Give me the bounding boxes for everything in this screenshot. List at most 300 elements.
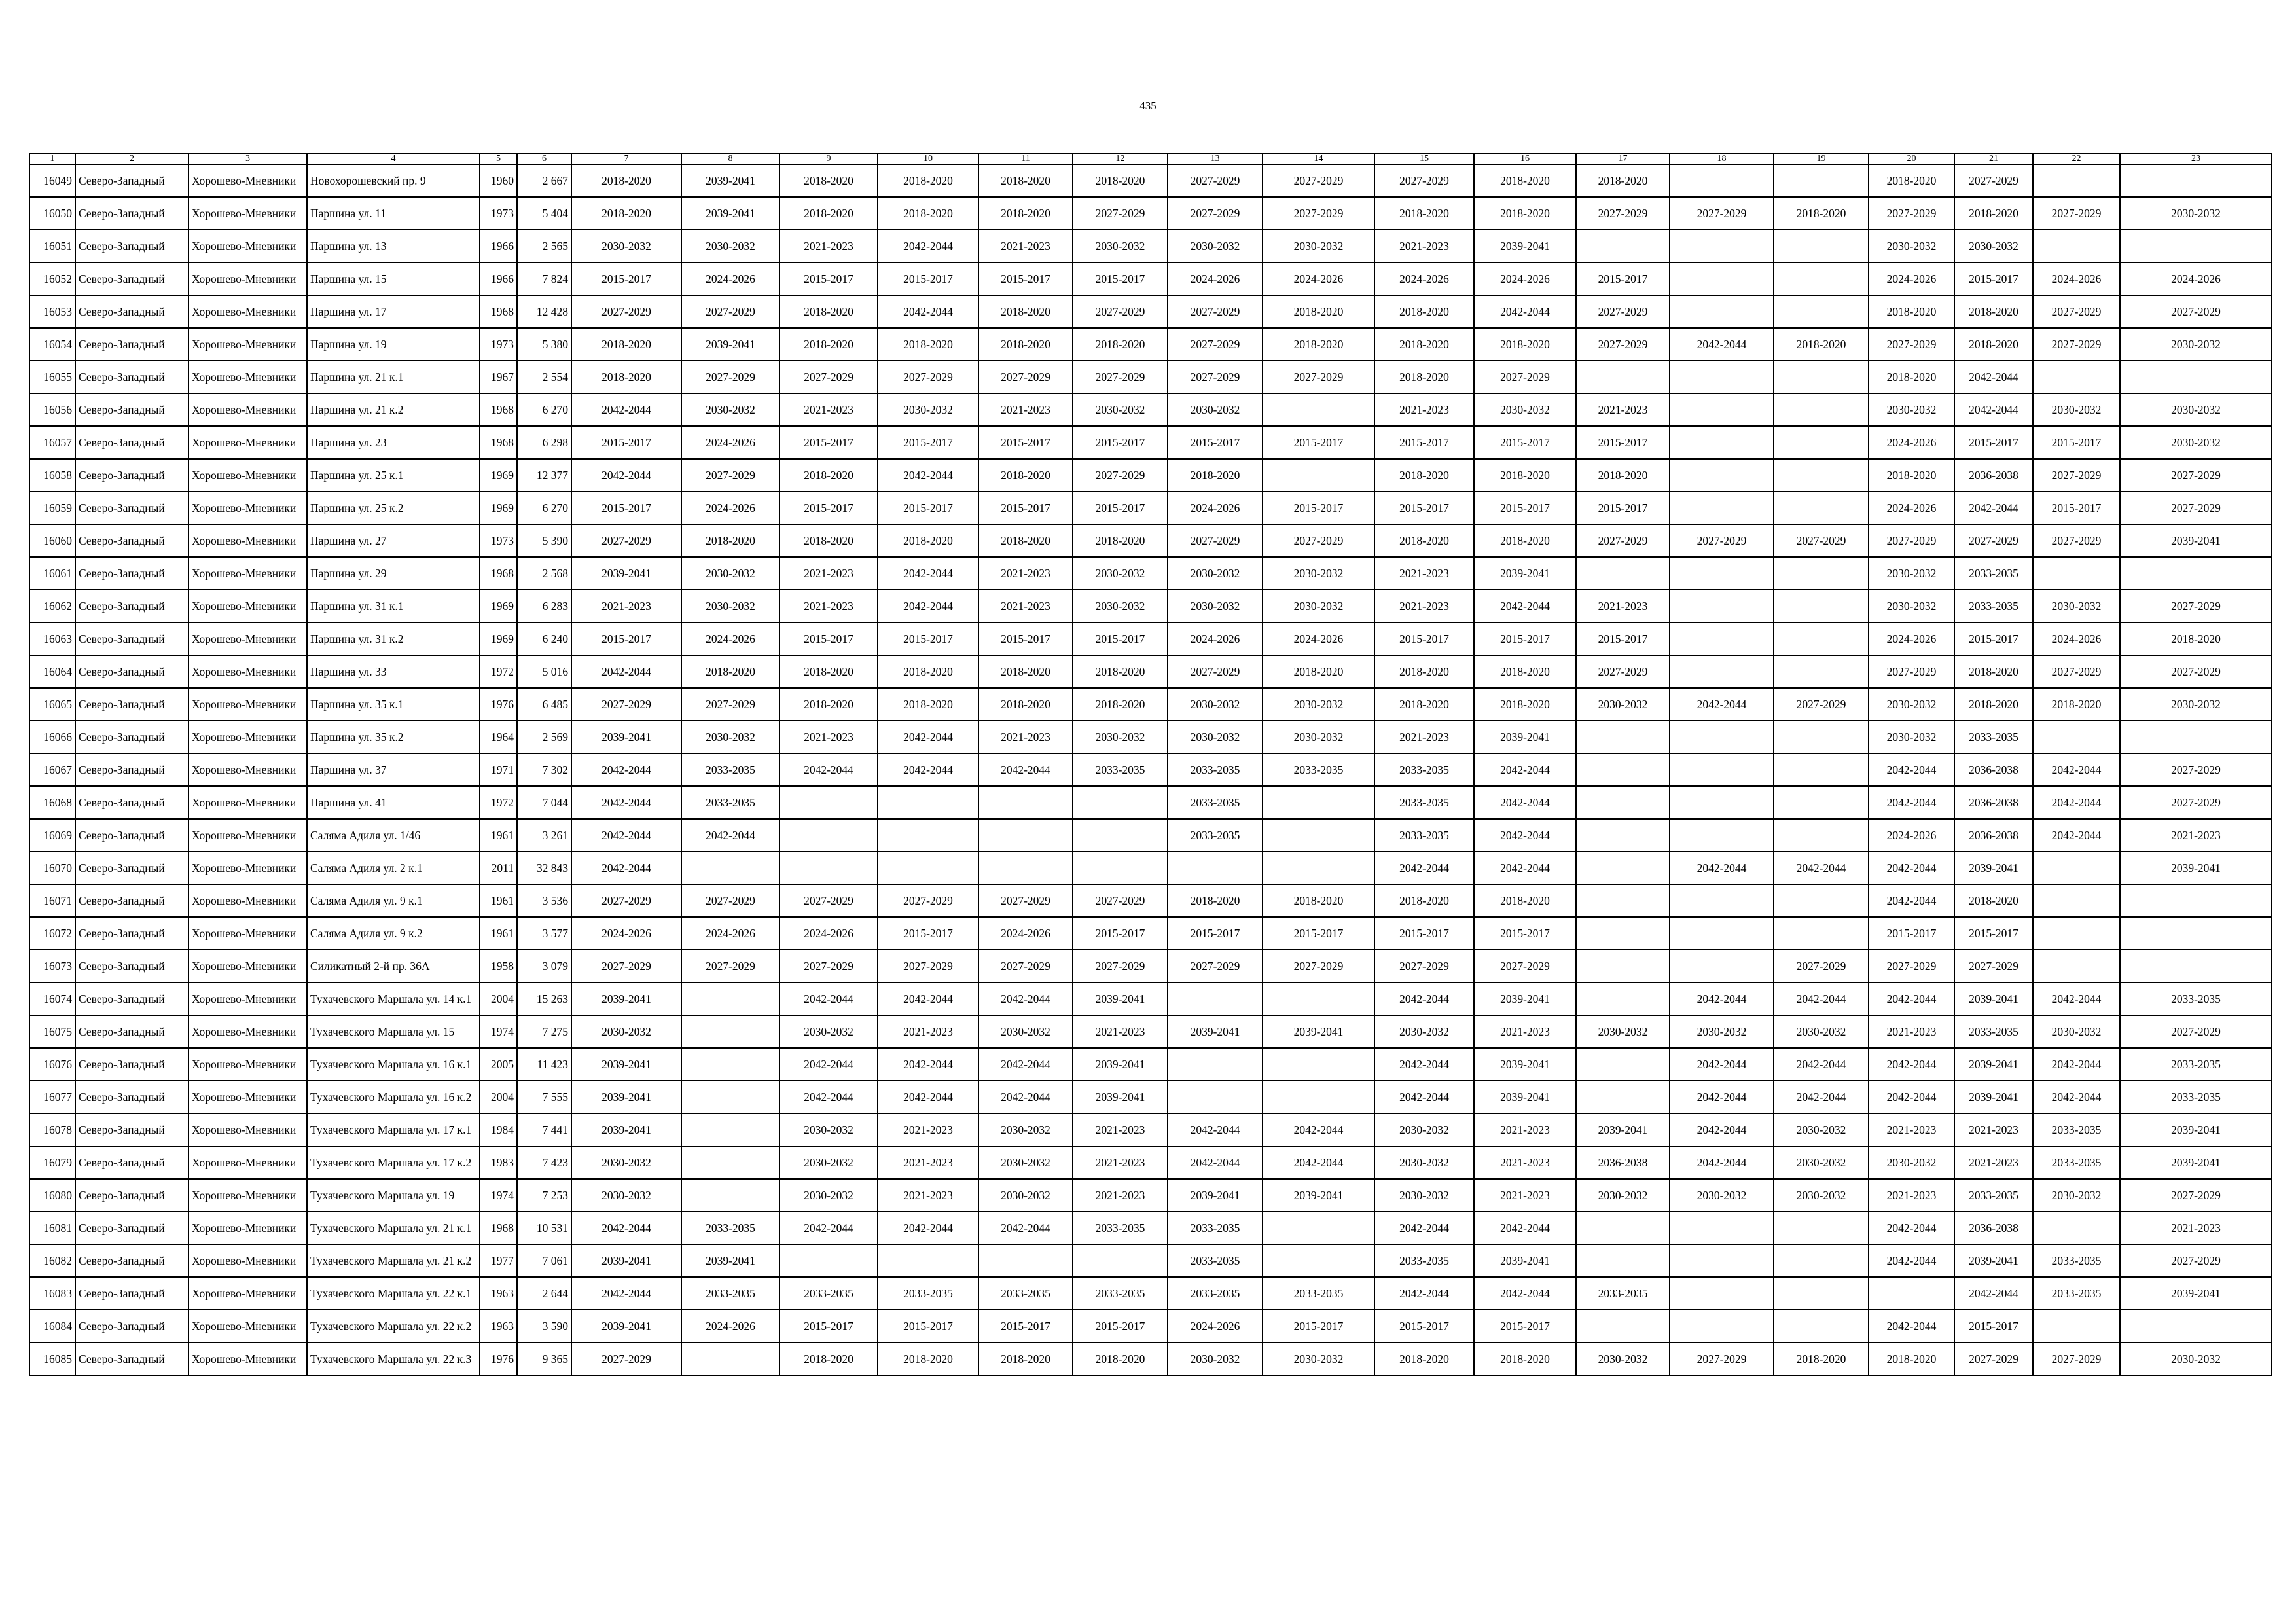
table-cell: 1973 (480, 328, 517, 361)
table-cell: Северо-Западный (75, 655, 188, 688)
table-cell (1073, 852, 1168, 884)
table-cell: 16076 (29, 1048, 75, 1081)
table-cell (1670, 262, 1774, 295)
table-cell: Тухачевского Маршала ул. 22 к.1 (307, 1277, 480, 1310)
table-cell: 2021-2023 (1869, 1015, 1954, 1048)
table-cell (1670, 753, 1774, 786)
table-cell: 2 644 (517, 1277, 571, 1310)
table-cell: 2024-2026 (1374, 262, 1474, 295)
table-cell (2120, 361, 2272, 393)
table-cell: 2021-2023 (878, 1179, 978, 1212)
table-cell: 2027-2029 (1168, 950, 1263, 983)
table-cell: 16074 (29, 983, 75, 1015)
table-cell: 16073 (29, 950, 75, 983)
table-cell (1774, 426, 1869, 459)
table-cell: 2042-2044 (1670, 688, 1774, 721)
column-number: 7 (571, 154, 681, 164)
table-cell: Северо-Западный (75, 623, 188, 655)
table-cell: 2024-2026 (978, 917, 1073, 950)
table-cell: 2039-2041 (571, 1310, 681, 1343)
table-cell: 16055 (29, 361, 75, 393)
table-cell: 2030-2032 (1263, 1343, 1374, 1375)
table-cell (1774, 721, 1869, 753)
table-cell: 2039-2041 (681, 164, 780, 197)
table-cell: 2018-2020 (780, 524, 878, 557)
table-cell: 6 270 (517, 492, 571, 524)
table-cell: 16050 (29, 197, 75, 230)
table-row (29, 426, 2272, 459)
table-cell: 2042-2044 (780, 1081, 878, 1113)
table-cell: 2039-2041 (1474, 721, 1576, 753)
table-cell: 2033-2035 (1954, 557, 2033, 590)
table-cell: 2027-2029 (780, 361, 878, 393)
table-cell: 1972 (480, 786, 517, 819)
table-cell (681, 983, 780, 1015)
table-cell: 2018-2020 (1073, 524, 1168, 557)
table-cell: 2027-2029 (780, 950, 878, 983)
table-cell (2120, 557, 2272, 590)
table-cell: 16083 (29, 1277, 75, 1310)
table-cell: Саляма Адиля ул. 9 к.1 (307, 884, 480, 917)
table-cell: 2 568 (517, 557, 571, 590)
table-cell: Северо-Западный (75, 164, 188, 197)
table-cell: 2042-2044 (571, 655, 681, 688)
table-cell: 2018-2020 (571, 197, 681, 230)
table-cell: 16063 (29, 623, 75, 655)
table-cell: 16075 (29, 1015, 75, 1048)
column-number: 9 (780, 154, 878, 164)
table-cell: 2030-2032 (1168, 393, 1263, 426)
table-cell: 1973 (480, 197, 517, 230)
table-cell (1263, 819, 1374, 852)
table-cell: 2015-2017 (1374, 623, 1474, 655)
table-cell (1670, 1244, 1774, 1277)
table-cell: 2015-2017 (1474, 623, 1576, 655)
table-cell: 2042-2044 (878, 753, 978, 786)
table-cell: Хорошево-Мневники (188, 1113, 307, 1146)
table-cell: 2018-2020 (1263, 328, 1374, 361)
table-cell: 2039-2041 (681, 328, 780, 361)
table-cell: 2024-2026 (1168, 1310, 1263, 1343)
table-cell: 16062 (29, 590, 75, 623)
table-cell: 1983 (480, 1146, 517, 1179)
table-cell: 2039-2041 (1263, 1179, 1374, 1212)
table-cell: Северо-Западный (75, 262, 188, 295)
table-cell: 2015-2017 (1374, 426, 1474, 459)
table-cell: 2030-2032 (1869, 688, 1954, 721)
table-cell: 2021-2023 (1474, 1015, 1576, 1048)
table-cell: 2039-2041 (571, 1048, 681, 1081)
table-cell: 2030-2032 (1474, 393, 1576, 426)
table-cell: Паршина ул. 31 к.2 (307, 623, 480, 655)
table-cell: 2018-2020 (1474, 884, 1576, 917)
table-cell: 2033-2035 (2033, 1113, 2120, 1146)
table-cell: 2042-2044 (878, 983, 978, 1015)
table-cell (1670, 655, 1774, 688)
table-cell: Северо-Западный (75, 1015, 188, 1048)
table-cell (1774, 164, 1869, 197)
table-cell: Паршина ул. 19 (307, 328, 480, 361)
table-cell: Северо-Западный (75, 1244, 188, 1277)
table-cell: 2027-2029 (1168, 655, 1263, 688)
table-cell (2033, 852, 2120, 884)
table-cell: 2018-2020 (1869, 1343, 1954, 1375)
table-cell: 2015-2017 (571, 492, 681, 524)
table-cell: 2018-2020 (1869, 459, 1954, 492)
table-cell: 16082 (29, 1244, 75, 1277)
table-cell: 2024-2026 (681, 623, 780, 655)
table-cell: 16064 (29, 655, 75, 688)
table-cell: 1968 (480, 426, 517, 459)
table-cell (1576, 786, 1670, 819)
table-cell: Северо-Западный (75, 884, 188, 917)
table-row (29, 393, 2272, 426)
table-cell: 2027-2029 (681, 688, 780, 721)
table-cell: 2042-2044 (2033, 983, 2120, 1015)
table-cell: Паршина ул. 13 (307, 230, 480, 262)
table-cell (1774, 393, 1869, 426)
table-cell: 2030-2032 (1168, 230, 1263, 262)
table-cell: 2027-2029 (681, 459, 780, 492)
column-number: 3 (188, 154, 307, 164)
table-row (29, 590, 2272, 623)
table-cell: 2018-2020 (1954, 884, 2033, 917)
table-cell: 2033-2035 (1168, 1244, 1263, 1277)
table-cell: 2015-2017 (780, 623, 878, 655)
table-cell: 2030-2032 (978, 1179, 1073, 1212)
table-cell (1168, 983, 1263, 1015)
table-cell: 2018-2020 (780, 459, 878, 492)
table-cell (1774, 262, 1869, 295)
table-cell: Хорошево-Мневники (188, 884, 307, 917)
table-cell: 2027-2029 (1576, 295, 1670, 328)
table-cell (1576, 230, 1670, 262)
table-cell: 2033-2035 (1168, 753, 1263, 786)
table-cell: 2030-2032 (2033, 393, 2120, 426)
table-cell: 2042-2044 (2033, 786, 2120, 819)
table-cell (1670, 164, 1774, 197)
table-cell: 2018-2020 (1263, 655, 1374, 688)
table-cell: 2024-2026 (1168, 623, 1263, 655)
table-cell: 2033-2035 (1954, 1015, 2033, 1048)
table-cell: 2039-2041 (1073, 1081, 1168, 1113)
table-cell: 2027-2029 (1263, 197, 1374, 230)
table-cell: 2042-2044 (571, 1212, 681, 1244)
column-number: 18 (1670, 154, 1774, 164)
table-cell: Хорошево-Мневники (188, 393, 307, 426)
table-cell: 2042-2044 (571, 753, 681, 786)
table-cell: 2039-2041 (2120, 852, 2272, 884)
table-cell: 2027-2029 (2033, 524, 2120, 557)
table-cell: Хорошево-Мневники (188, 197, 307, 230)
table-cell: 2015-2017 (2033, 492, 2120, 524)
table-cell: 2018-2020 (1073, 328, 1168, 361)
table-cell: 2033-2035 (2033, 1277, 2120, 1310)
table-cell: 2027-2029 (1168, 295, 1263, 328)
table-row (29, 262, 2272, 295)
table-cell: 2015-2017 (1954, 1310, 2033, 1343)
table-cell: 2027-2029 (1576, 524, 1670, 557)
table-cell (1670, 623, 1774, 655)
table-cell: Тухачевского Маршала ул. 21 к.2 (307, 1244, 480, 1277)
table-cell: 2015-2017 (1073, 492, 1168, 524)
table-cell: 2027-2029 (571, 1343, 681, 1375)
table-cell: 2021-2023 (1576, 590, 1670, 623)
table-cell: 2018-2020 (1954, 328, 2033, 361)
table-cell: 16065 (29, 688, 75, 721)
table-cell: 2033-2035 (2033, 1244, 2120, 1277)
table-cell: 2030-2032 (1869, 1146, 1954, 1179)
table-cell: 12 377 (517, 459, 571, 492)
table-cell: 16078 (29, 1113, 75, 1146)
table-cell: 1984 (480, 1113, 517, 1146)
table-cell: 2018-2020 (1869, 361, 1954, 393)
table-cell: 2030-2032 (780, 1146, 878, 1179)
table-cell (681, 852, 780, 884)
table-cell: 2015-2017 (978, 492, 1073, 524)
table-cell: 2004 (480, 983, 517, 1015)
table-cell (1774, 492, 1869, 524)
table-cell: 2018-2020 (571, 328, 681, 361)
table-cell: 2039-2041 (1073, 1048, 1168, 1081)
table-cell: 2027-2029 (1774, 688, 1869, 721)
table-row (29, 884, 2272, 917)
table-row (29, 688, 2272, 721)
table-row (29, 623, 2272, 655)
table-cell: 2033-2035 (1168, 819, 1263, 852)
table-cell: 2015-2017 (571, 262, 681, 295)
table-cell (681, 1146, 780, 1179)
table-cell: 1963 (480, 1277, 517, 1310)
table-cell: 2039-2041 (1954, 1048, 2033, 1081)
table-cell: 2030-2032 (1073, 590, 1168, 623)
table-cell (978, 786, 1073, 819)
table-cell (1168, 852, 1263, 884)
table-cell: 2036-2038 (1954, 1212, 2033, 1244)
header-row (29, 154, 2272, 164)
table-cell (2033, 721, 2120, 753)
table-cell: 2027-2029 (2120, 753, 2272, 786)
table-cell: 2021-2023 (1374, 230, 1474, 262)
table-cell: Хорошево-Мневники (188, 230, 307, 262)
page-number: 435 (1139, 99, 1157, 112)
table-cell: 2030-2032 (1168, 557, 1263, 590)
table-cell: 2030-2032 (681, 590, 780, 623)
table-cell (1263, 786, 1374, 819)
table-cell: 2018-2020 (978, 164, 1073, 197)
table-cell: 16081 (29, 1212, 75, 1244)
table-cell: 2027-2029 (2120, 786, 2272, 819)
table-cell: Хорошево-Мневники (188, 361, 307, 393)
table-row (29, 721, 2272, 753)
table-cell: 2021-2023 (878, 1146, 978, 1179)
table-cell (2033, 950, 2120, 983)
table-cell: 2018-2020 (571, 164, 681, 197)
table-cell: 2027-2029 (1073, 361, 1168, 393)
table-cell: 2030-2032 (1073, 393, 1168, 426)
table-cell (1576, 852, 1670, 884)
table-cell: 2042-2044 (1869, 1081, 1954, 1113)
table-cell: Хорошево-Мневники (188, 459, 307, 492)
table-cell: 2027-2029 (1168, 197, 1263, 230)
table-cell: 2030-2032 (1774, 1179, 1869, 1212)
table-cell: 2030-2032 (1774, 1113, 1869, 1146)
table-cell (1670, 590, 1774, 623)
table-cell: 2021-2023 (978, 230, 1073, 262)
column-number: 19 (1774, 154, 1869, 164)
column-number: 1 (29, 154, 75, 164)
table-cell: 2024-2026 (681, 917, 780, 950)
table-cell: 2021-2023 (2120, 819, 2272, 852)
table-cell: 2042-2044 (1474, 590, 1576, 623)
table-cell: 32 843 (517, 852, 571, 884)
table-cell (1774, 459, 1869, 492)
table-cell: 2030-2032 (1374, 1146, 1474, 1179)
table-cell (1263, 393, 1374, 426)
table-cell: 1974 (480, 1179, 517, 1212)
table-cell: 2039-2041 (681, 1244, 780, 1277)
table-cell: 2018-2020 (1073, 688, 1168, 721)
table-cell: 2004 (480, 1081, 517, 1113)
table-cell: 2021-2023 (1869, 1179, 1954, 1212)
table-cell: 2018-2020 (2120, 623, 2272, 655)
table-cell: 2027-2029 (2120, 655, 2272, 688)
table-cell: Паршина ул. 21 к.2 (307, 393, 480, 426)
table-cell: 2027-2029 (1263, 950, 1374, 983)
table-cell: Хорошево-Мневники (188, 1212, 307, 1244)
table-row (29, 1212, 2272, 1244)
table-cell: 2027-2029 (2033, 295, 2120, 328)
table-cell: 1972 (480, 655, 517, 688)
table-cell: 2033-2035 (1374, 753, 1474, 786)
table-cell: 2039-2041 (681, 197, 780, 230)
table-cell: 2 565 (517, 230, 571, 262)
table-cell: Хорошево-Мневники (188, 328, 307, 361)
table-cell (1576, 361, 1670, 393)
table-cell: 2027-2029 (1474, 950, 1576, 983)
table-cell: 2039-2041 (1168, 1179, 1263, 1212)
table-cell: Хорошево-Мневники (188, 655, 307, 688)
table-cell: 2027-2029 (2033, 197, 2120, 230)
table-cell: 2018-2020 (1374, 884, 1474, 917)
table-cell: Северо-Западный (75, 459, 188, 492)
table-cell: Северо-Западный (75, 295, 188, 328)
table-cell: 16059 (29, 492, 75, 524)
table-cell: 2018-2020 (1474, 328, 1576, 361)
table-cell: 2030-2032 (681, 721, 780, 753)
table-cell: 2018-2020 (878, 197, 978, 230)
table-cell: Хорошево-Мневники (188, 852, 307, 884)
table-cell: 2027-2029 (878, 884, 978, 917)
table-cell: Тухачевского Маршала ул. 16 к.1 (307, 1048, 480, 1081)
table-cell (1774, 590, 1869, 623)
table-cell (978, 1244, 1073, 1277)
table-cell: 2015-2017 (1474, 1310, 1576, 1343)
table-row (29, 197, 2272, 230)
table-cell: 2042-2044 (780, 1048, 878, 1081)
table-cell: 2030-2032 (1374, 1113, 1474, 1146)
table-cell: 2027-2029 (571, 884, 681, 917)
table-cell (1670, 393, 1774, 426)
table-cell: Новохорошевский пр. 9 (307, 164, 480, 197)
column-number: 17 (1576, 154, 1670, 164)
table-cell (1774, 557, 1869, 590)
table-cell: 2042-2044 (1374, 1048, 1474, 1081)
table-row (29, 295, 2272, 328)
table-cell: Северо-Западный (75, 983, 188, 1015)
table-cell: 1964 (480, 721, 517, 753)
table-cell: 2027-2029 (878, 361, 978, 393)
table-cell: Тухачевского Маршала ул. 15 (307, 1015, 480, 1048)
table-cell: 1973 (480, 524, 517, 557)
table-cell: Паршина ул. 35 к.1 (307, 688, 480, 721)
table-row (29, 524, 2272, 557)
table-cell: Паршина ул. 31 к.1 (307, 590, 480, 623)
table-cell (1774, 230, 1869, 262)
table-cell: 16071 (29, 884, 75, 917)
table-cell (1576, 1244, 1670, 1277)
table-cell: 7 441 (517, 1113, 571, 1146)
table-cell: 2018-2020 (878, 328, 978, 361)
table-cell: Паршина ул. 23 (307, 426, 480, 459)
column-number: 5 (480, 154, 517, 164)
table-cell: Северо-Западный (75, 688, 188, 721)
table-cell: 2042-2044 (978, 753, 1073, 786)
table-cell: 3 577 (517, 917, 571, 950)
table-cell (2033, 230, 2120, 262)
table-cell: 2042-2044 (681, 819, 780, 852)
table-cell: Паршина ул. 25 к.1 (307, 459, 480, 492)
table-cell (1670, 426, 1774, 459)
table-cell: 1958 (480, 950, 517, 983)
table-cell: 2015-2017 (1576, 426, 1670, 459)
table-cell: 2021-2023 (1954, 1146, 2033, 1179)
table-cell (1774, 884, 1869, 917)
table-cell: Тухачевского Маршала ул. 17 к.2 (307, 1146, 480, 1179)
table-cell (978, 819, 1073, 852)
table-cell (1774, 295, 1869, 328)
table-cell (681, 1113, 780, 1146)
table-cell (2120, 884, 2272, 917)
table-cell: 1968 (480, 295, 517, 328)
table-cell: 2030-2032 (1263, 230, 1374, 262)
table-cell: 1976 (480, 688, 517, 721)
table-cell (1576, 884, 1670, 917)
table-cell: Северо-Западный (75, 721, 188, 753)
table-cell: 2027-2029 (2120, 1015, 2272, 1048)
table-cell: 2027-2029 (2120, 1179, 2272, 1212)
table-cell (1670, 492, 1774, 524)
table-cell: 2042-2044 (571, 1277, 681, 1310)
table-cell (2120, 164, 2272, 197)
table-cell: Северо-Западный (75, 1081, 188, 1113)
table-cell (2033, 557, 2120, 590)
table-cell: 2021-2023 (978, 393, 1073, 426)
table-cell: 2027-2029 (1576, 197, 1670, 230)
table-cell: 2042-2044 (1670, 1081, 1774, 1113)
table-cell: 2030-2032 (681, 230, 780, 262)
column-number: 14 (1263, 154, 1374, 164)
table-cell: 2027-2029 (1869, 197, 1954, 230)
table-cell: 2015-2017 (780, 1310, 878, 1343)
table-cell: 16061 (29, 557, 75, 590)
table-cell (1774, 1212, 1869, 1244)
table-cell: 2042-2044 (1954, 361, 2033, 393)
table-cell: 2030-2032 (1168, 688, 1263, 721)
table-cell: 2027-2029 (2120, 1244, 2272, 1277)
table-cell: 16070 (29, 852, 75, 884)
table-cell: 7 423 (517, 1146, 571, 1179)
